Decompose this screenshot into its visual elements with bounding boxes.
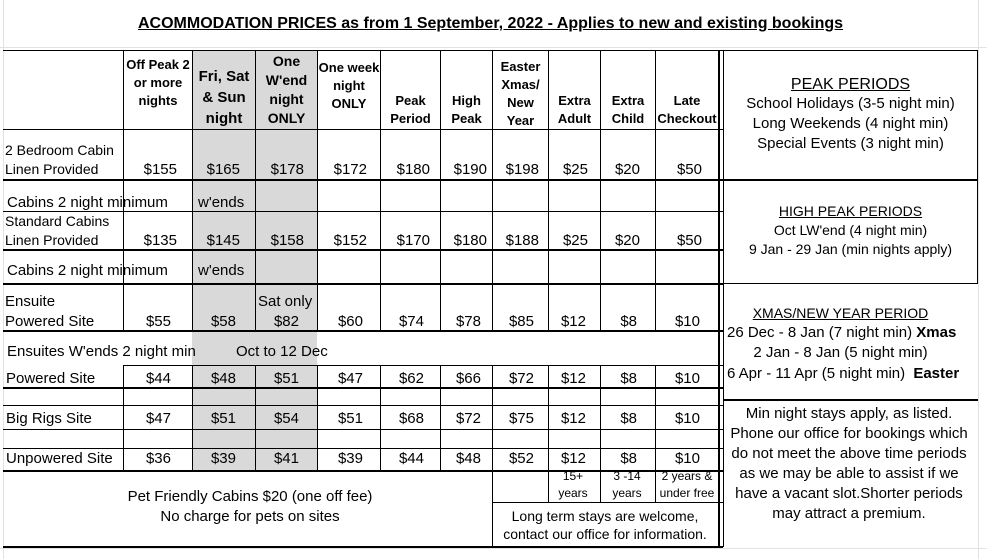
price-cell: $48 xyxy=(210,370,236,387)
table-border xyxy=(3,211,723,212)
peak-period-line: Long Weekends (4 night min) xyxy=(752,115,949,132)
table-border xyxy=(3,179,723,181)
price-cell: $50 xyxy=(676,161,702,178)
min-note-line: Min night stays apply, as listed. xyxy=(745,405,953,422)
price-cell: $155 xyxy=(143,161,177,178)
xmas-tag: Xmas xyxy=(916,324,957,341)
price-cell: $10 xyxy=(674,313,700,330)
side-border xyxy=(723,399,978,401)
row-label: Standard Cabins xyxy=(5,213,110,229)
price-cell: $54 xyxy=(273,410,299,427)
price-cell: $55 xyxy=(145,313,171,330)
price-cell: $52 xyxy=(508,450,534,467)
price-cell: $10 xyxy=(674,410,700,427)
price-cell: $74 xyxy=(398,313,424,330)
gridline xyxy=(3,0,4,559)
row-label: Big Rigs Site xyxy=(6,410,92,427)
price-cell: $8 xyxy=(620,313,637,330)
row-note: w'ends xyxy=(198,262,245,279)
sat-only-note: Sat only xyxy=(258,293,313,310)
long-term-line-1: Long term stays are welcome, xyxy=(511,508,699,524)
price-cell: $68 xyxy=(398,410,424,427)
row-label: Ensuite xyxy=(5,293,56,310)
gridline xyxy=(978,0,979,559)
age-note-child: 3 -14 years xyxy=(612,469,642,500)
xmas-line-3-text: 6 Apr - 11 Apr (5 night min) xyxy=(727,365,906,382)
header-extra-child: Extra Child xyxy=(611,93,645,126)
price-cell: $25 xyxy=(562,232,588,249)
price-cell: $145 xyxy=(206,232,240,249)
table-border xyxy=(3,249,723,251)
table-border xyxy=(3,448,723,449)
peak-period-line: Special Events (3 night min) xyxy=(757,135,944,152)
table-border xyxy=(123,365,723,366)
price-cell: $25 xyxy=(562,161,588,178)
side-border xyxy=(723,283,978,284)
price-cell: $82 xyxy=(273,313,299,330)
row-label: 2 Bedroom Cabin xyxy=(5,142,114,158)
price-cell: $39 xyxy=(337,450,363,467)
row-label: Ensuites W'ends 2 night min xyxy=(7,343,196,360)
row-label: Powered Site xyxy=(6,370,96,387)
row-label: Cabins 2 night minimum xyxy=(7,262,168,279)
gridline xyxy=(0,47,987,48)
row-note: w'ends xyxy=(198,194,245,211)
price-cell: $180 xyxy=(396,161,430,178)
table-border xyxy=(3,283,723,285)
min-note-line: do not meet the above time periods xyxy=(731,445,967,462)
price-cell: $78 xyxy=(455,313,481,330)
table-border xyxy=(3,546,723,548)
age-note-late: 2 years & under free xyxy=(659,469,715,500)
price-cell: $152 xyxy=(333,232,367,249)
price-cell: $178 xyxy=(270,161,304,178)
row-label: Linen Provided xyxy=(5,232,99,248)
xmas-line-1 xyxy=(727,323,956,343)
price-cell: $8 xyxy=(620,450,637,467)
price-cell: $8 xyxy=(620,410,637,427)
xmas-period-title: XMAS/NEW YEAR PERIOD xyxy=(752,305,929,321)
age-note-adult: 15+ years xyxy=(558,469,588,500)
price-cell: $47 xyxy=(337,370,363,387)
price-cell: $170 xyxy=(396,232,430,249)
high-peak-line: 9 Jan - 29 Jan (min nights apply) xyxy=(748,241,953,257)
price-cell: $44 xyxy=(145,370,171,387)
table-border xyxy=(3,405,723,406)
side-border xyxy=(723,179,978,181)
price-cell: $48 xyxy=(455,450,481,467)
table-border xyxy=(3,330,723,332)
table-border xyxy=(3,50,723,51)
price-cell: $41 xyxy=(273,450,299,467)
header-one-week: One week night ONLY xyxy=(318,60,380,111)
price-cell: $47 xyxy=(145,410,171,427)
price-cell: $44 xyxy=(398,450,424,467)
column-border xyxy=(192,50,193,331)
price-cell: $20 xyxy=(614,161,640,178)
header-extra-adult: Extra Adult xyxy=(557,93,592,126)
price-cell: $36 xyxy=(145,450,171,467)
side-border xyxy=(723,50,978,51)
table-border xyxy=(3,387,723,389)
price-cell: $50 xyxy=(676,232,702,249)
row-label: Powered Site xyxy=(5,313,95,330)
side-border xyxy=(977,50,978,284)
price-cell: $85 xyxy=(508,313,534,330)
price-cell: $10 xyxy=(674,370,700,387)
price-cell: $51 xyxy=(337,410,363,427)
price-cell: $158 xyxy=(270,232,304,249)
header-one-wend: One W'end night ONLY xyxy=(265,53,308,126)
row-label: Linen Provided xyxy=(5,161,99,177)
min-note-line: may attract a premium. xyxy=(772,505,926,522)
header-high-peak: High Peak xyxy=(451,93,482,126)
header-fri-sat-sun: Fri, Sat & Sun night xyxy=(198,68,250,127)
row-label: Unpowered Site xyxy=(6,450,113,467)
price-cell: $62 xyxy=(398,370,424,387)
price-cell: $198 xyxy=(505,161,539,178)
price-cell: $12 xyxy=(560,450,586,467)
pet-note-line-1: Pet Friendly Cabins $20 (one off fee) xyxy=(127,488,373,505)
row-label: Cabins 2 night minimum xyxy=(7,194,168,211)
min-note-line: Phone our office for bookings which xyxy=(730,425,968,442)
price-cell: $165 xyxy=(206,161,240,178)
long-term-line-2: contact our office for information. xyxy=(503,526,707,542)
easter-tag: Easter xyxy=(913,365,960,382)
price-cell: $190 xyxy=(453,161,487,178)
price-cell: $39 xyxy=(210,450,236,467)
xmas-line-2: 2 Jan - 8 Jan (5 night min) xyxy=(753,344,928,361)
price-cell: $75 xyxy=(508,410,534,427)
header-off-peak: Off Peak 2 or more nights xyxy=(126,57,190,108)
price-cell: $60 xyxy=(337,313,363,330)
price-cell: $12 xyxy=(560,313,586,330)
high-peak-title: HIGH PEAK PERIODS xyxy=(778,203,923,219)
page-title: ACOMMODATION PRICES as from 1 September, 2022 - Applies to new and existing bookings xyxy=(138,15,844,32)
row-note: Oct to 12 Dec xyxy=(236,343,328,360)
price-cell: $188 xyxy=(505,232,539,249)
header-late-checkout: Late Checkout xyxy=(657,93,717,126)
header-peak-period: Peak Period xyxy=(390,93,431,126)
price-cell: $66 xyxy=(455,370,481,387)
pet-note-line-2: No charge for pets on sites xyxy=(160,508,340,525)
table-border xyxy=(3,429,723,430)
price-cell: $180 xyxy=(453,232,487,249)
header-easter-xmas: Easter Xmas/ New Year xyxy=(500,59,541,128)
price-cell: $12 xyxy=(560,410,586,427)
price-cell: $51 xyxy=(210,410,236,427)
peak-periods-title: PEAK PERIODS xyxy=(790,76,911,93)
price-cell: $20 xyxy=(614,232,640,249)
min-note-line: as we may be able to assist if we xyxy=(739,465,959,482)
table-border xyxy=(3,129,723,130)
xmas-line-1-text: 26 Dec - 8 Jan (7 night min) xyxy=(727,324,913,341)
peak-period-line: School Holidays (3-5 night min) xyxy=(746,95,955,112)
price-cell: $72 xyxy=(455,410,481,427)
price-cell: $135 xyxy=(143,232,177,249)
price-cell: $72 xyxy=(508,370,534,387)
price-cell: $58 xyxy=(210,313,236,330)
price-cell: $10 xyxy=(674,450,700,467)
price-cell: $12 xyxy=(560,370,586,387)
price-cell: $8 xyxy=(620,370,637,387)
price-cell: $172 xyxy=(333,161,367,178)
column-border xyxy=(718,50,720,547)
min-note-line: have a vacant slot.Shorter periods xyxy=(735,485,963,502)
xmas-line-3 xyxy=(727,364,959,384)
high-peak-line: Oct LW'end (4 night min) xyxy=(773,222,928,238)
gridline xyxy=(0,548,987,549)
price-cell: $51 xyxy=(273,370,299,387)
table-border xyxy=(492,502,723,503)
